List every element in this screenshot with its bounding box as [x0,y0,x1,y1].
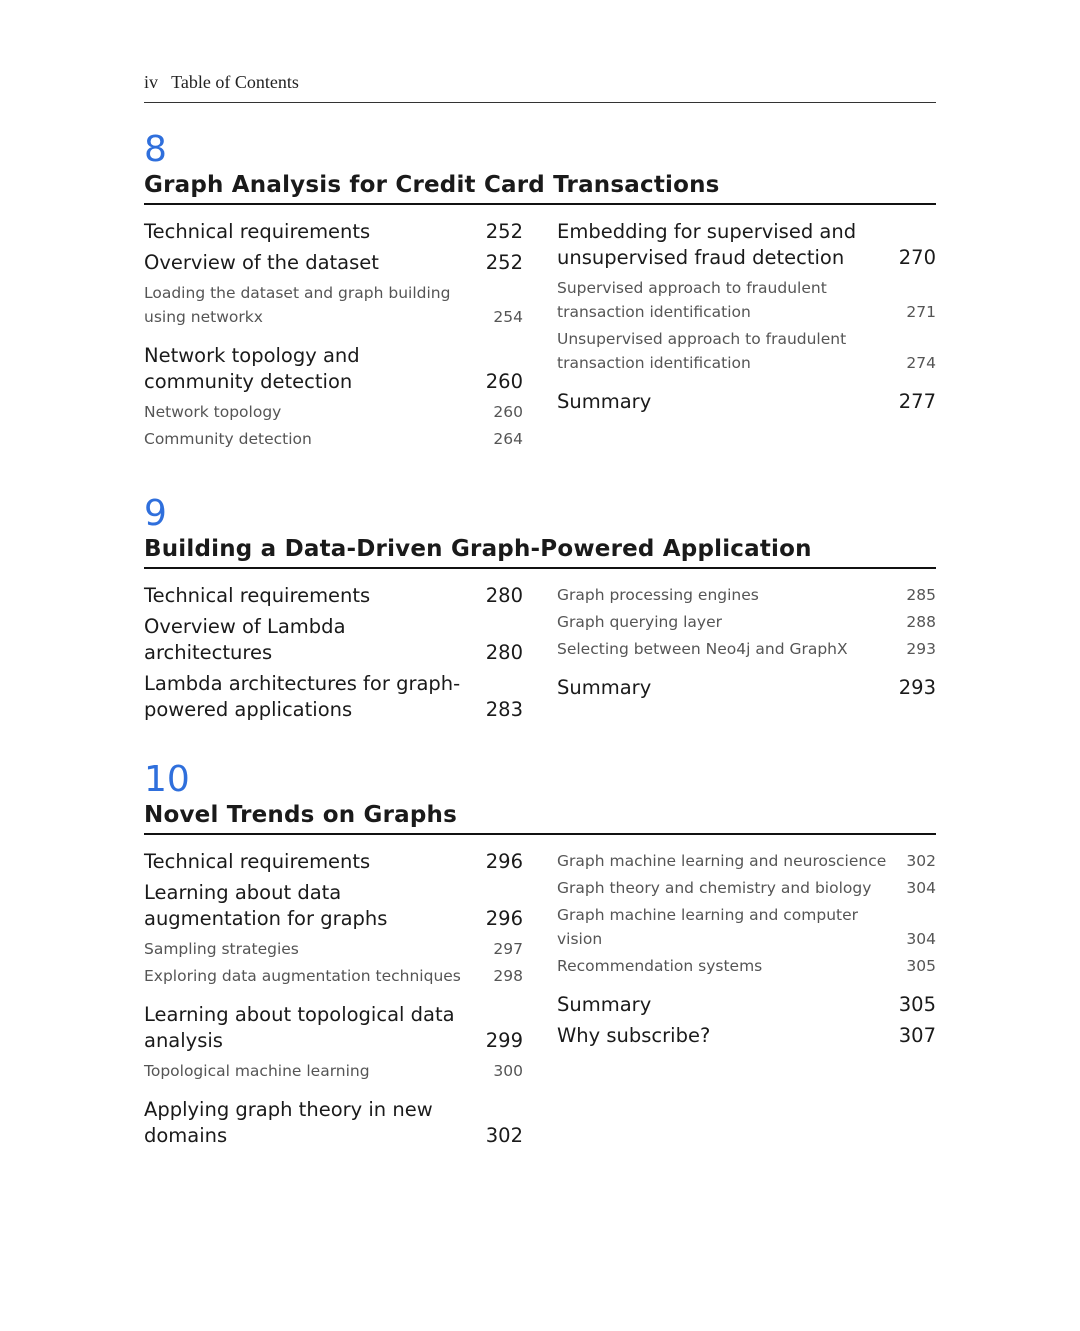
toc-entry[interactable]: Overview of the dataset 252 [144,251,523,274]
toc-entry[interactable]: Overview of Lambda architectures 280 [144,615,523,664]
toc-entry[interactable]: Summary 277 [557,390,936,413]
right-column [557,219,936,454]
toc-subentry[interactable]: Graph machine learning and computer vision 304 [557,906,936,948]
header-title: Table of Contents [171,72,299,92]
toc-subentry[interactable]: Graph processing engines 285 [557,586,936,604]
toc-subentry[interactable]: Recommendation systems 305 [557,957,936,975]
toc-entry[interactable]: Technical requirements 280 [144,584,523,607]
toc-entry[interactable]: Network topology and community detection 260 [144,344,523,393]
page-number: iv [144,72,159,92]
chapter-8 [144,130,936,454]
toc-subentry[interactable]: Graph theory and chemistry and biology 304 [557,879,936,897]
toc-entry[interactable]: Summary 305 [557,993,936,1016]
right-column [557,849,936,1154]
toc-entry[interactable]: Learning about topological data analysis 299 [144,1003,523,1052]
toc-entry[interactable]: Learning about data augmentation for graphs 296 [144,881,523,930]
toc-entry[interactable]: Why subscribe? 307 [557,1024,936,1047]
toc-entry[interactable]: Applying graph theory in new domains 302 [144,1098,523,1147]
toc-entry[interactable]: Embedding for supervised and unsupervised fraud detection 270 [557,220,936,269]
chapter-title[interactable]: Novel Trends on Graphs [144,800,936,835]
chapter-10 [144,760,936,1154]
chapter-9 [144,494,936,728]
chapter-number: 9 [144,493,167,534]
page-header [144,72,936,103]
left-column [144,849,523,1154]
toc-subentry[interactable]: Exploring data augmentation techniques 298 [144,967,523,985]
left-column [144,583,523,728]
toc-subentry[interactable]: Graph machine learning and neuroscience 302 [557,852,936,870]
chapter-number: 10 [144,759,190,800]
toc-subentry[interactable]: Unsupervised approach to fraudulent transaction identification 274 [557,330,936,372]
toc-subentry[interactable]: Selecting between Neo4j and GraphX 293 [557,640,936,658]
toc-subentry[interactable]: Graph querying layer 288 [557,613,936,631]
chapter-title[interactable]: Building a Data-Driven Graph-Powered Application [144,534,936,569]
toc-subentry[interactable]: Supervised approach to fraudulent transaction identification 271 [557,279,936,321]
left-column [144,219,523,454]
chapter-number: 8 [144,129,167,170]
toc-subentry[interactable]: Loading the dataset and graph building using networkx 254 [144,284,523,326]
toc-entry[interactable]: Technical requirements 252 [144,220,523,243]
toc-entry[interactable]: Summary 293 [557,676,936,699]
right-column [557,583,936,728]
chapter-title[interactable]: Graph Analysis for Credit Card Transactions [144,170,936,205]
toc-subentry[interactable]: Sampling strategies 297 [144,940,523,958]
toc-entry[interactable]: Lambda architectures for graph-powered applications 283 [144,672,523,721]
toc-subentry[interactable]: Network topology 260 [144,403,523,421]
toc-subentry[interactable]: Topological machine learning 300 [144,1062,523,1080]
toc-subentry[interactable]: Community detection 264 [144,430,523,448]
toc-entry[interactable]: Technical requirements 296 [144,850,523,873]
